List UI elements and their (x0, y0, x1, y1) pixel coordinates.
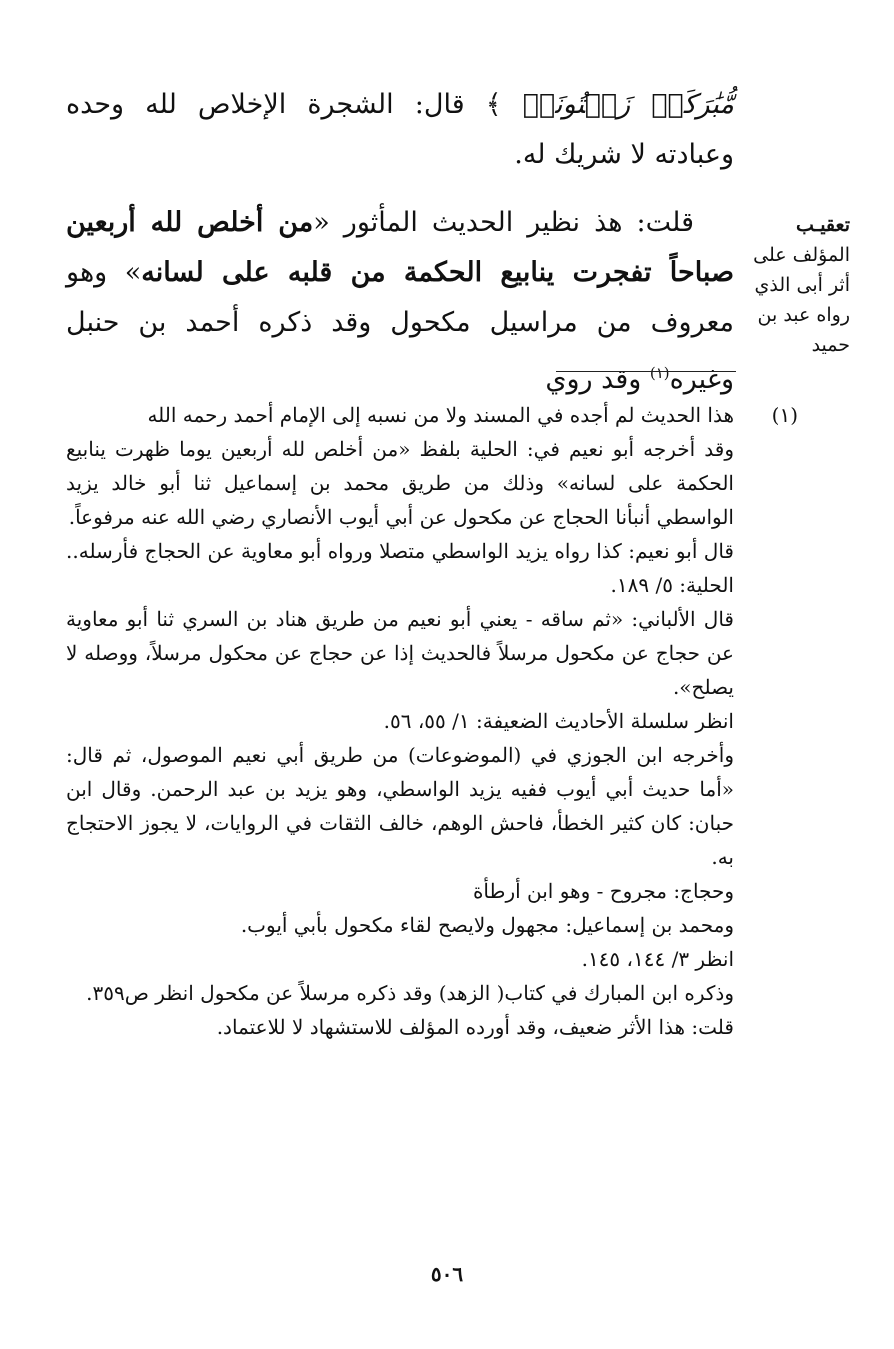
margin-note-line: حميد (811, 334, 850, 356)
footnote-paragraph: انظر ٣/ ١٤٤، ١٤٥. (581, 947, 734, 971)
margin-note-line: رواه عبد بن (757, 304, 850, 326)
paragraph-1-text: ﴾ قال: الشجرة الإخلاص لله وحده وعبادته لا شريك له. (66, 89, 734, 170)
footnote-paragraph: انظر سلسلة الأحاديث الضعيفة: ١/ ٥٥، ٥٦. (383, 709, 734, 733)
footnote-marker: (١) (771, 403, 798, 427)
footnote-paragraph: قال أبو نعيم: كذا رواه يزيد الواسطي متصلا ورواه أبو معاوية عن الحجاج فأرسله.. الحلية: ٥/ ١٨٩. (66, 539, 734, 597)
footnotes-section (66, 398, 798, 1044)
main-body-text (66, 80, 734, 405)
paragraph-2-intro: قلت: هذ نظير الحديث المأثور « (313, 207, 694, 238)
footnote-paragraph: قلت: هذا الأثر ضعيف، وقد أورده المؤلف للاستشهاد لا للاعتماد. (216, 1015, 734, 1039)
paragraph-1 (66, 80, 734, 180)
footnote-paragraph: ومحمد بن إسماعيل: مجهول ولايصح لقاء مكحول بأبي أيوب. (240, 913, 734, 937)
paragraph-2-end: وقد روي (545, 364, 650, 395)
footnote-reference: (١) (649, 364, 670, 382)
footnote-separator (556, 371, 736, 372)
footnote-paragraph: وحجاج: مجروح - وهو ابن أرطأة (472, 879, 734, 903)
margin-note-line: تعقيـب (795, 214, 850, 236)
margin-note-line: أثر أبى الذي (754, 274, 850, 296)
paragraph-2 (66, 198, 734, 405)
footnote-paragraph: وأخرجه ابن الجوزي في (الموضوعات) من طريق أبي نعيم الموصول، ثم قال: «أما حديث أبي أيوب ففيه يزيد الواسطي، وهو يزيد بن عبد الرحمن. وقال ابن حبان: كان كثير الخطأ، فاحش الوهم، خالف الثقات في الروايات، لا يجوز الاحتجاج به. (66, 743, 734, 869)
footnote-paragraph: وقد أخرجه أبو نعيم في: الحلية بلفظ «من أخلص لله أربعين يوما ظهرت ينابيع الحكمة على لسانه» وذلك من طريق محمد بن إسماعيل ثنا أبو خالد يزيد الواسطي أنبأنا الحجاج عن مكحول عن أبي أيوب الأنصاري رضي الله عنه مرفوعاً. (66, 437, 734, 529)
footnote-paragraph: هذا الحديث لم أجده في المسند ولا من نسبه إلى الإمام أحمد رحمه الله (147, 403, 734, 427)
margin-note-line: المؤلف على (753, 244, 850, 266)
page-number: ٥٠٦ (430, 1262, 464, 1286)
footnote-paragraph: وذكره ابن المبارك في كتاب( الزهد) وقد ذكره مرسلاً عن مكحول انظر ص٣٥٩. (86, 981, 734, 1005)
quran-phrase: مُّبَٰرَكَةٖ زَيۡتُونَةٖ (522, 89, 734, 120)
paragraph-2-after: » وهو معروف من مراسيل مكحول وقد ذكره أحمد بن حنبل وغيره (66, 257, 734, 395)
margin-note (742, 210, 850, 360)
footnote-paragraph: قال الألباني: «ثم ساقه - يعني أبو نعيم من طريق هناد بن السري ثنا أبو معاوية عن حجاج عن مكحول مرسلاً فالحديث إذا عن حجاج عن محكول مرسلاً، ووصله لا يصلح». (66, 607, 734, 699)
hadith-quote: من أخلص لله أربعين صباحاً تفجرت ينابيع الحكمة من قلبه على لسانه (66, 207, 734, 288)
